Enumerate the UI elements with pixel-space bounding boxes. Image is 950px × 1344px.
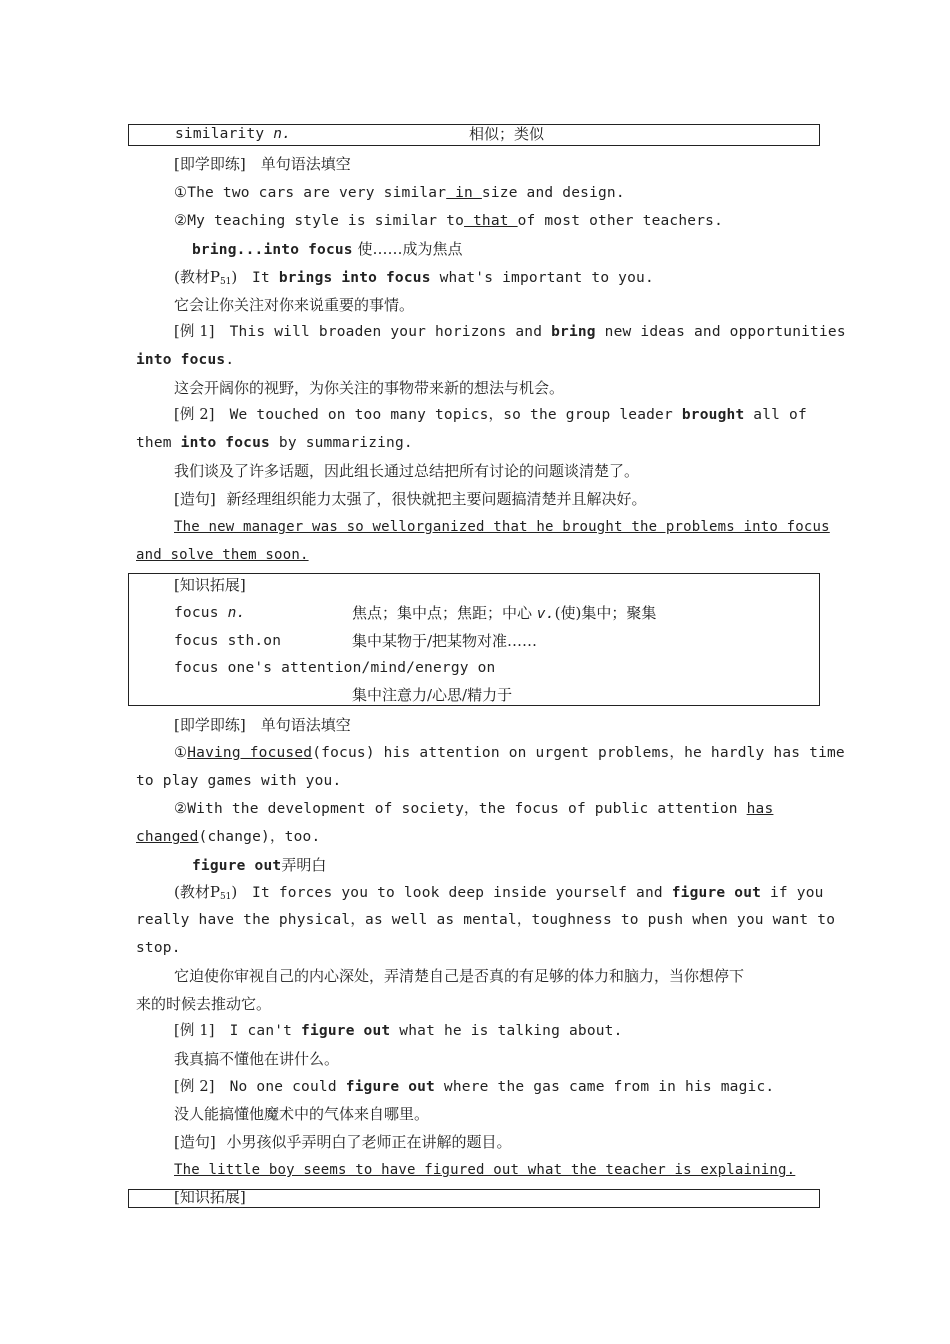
- textbook-source-2: (教材$P_{51}$) It forces you to look deep inside yourself and figure out if you: [174, 883, 824, 902]
- box-row-3-term: focus one's attention/mind/energy on: [174, 660, 496, 676]
- box-row-2-term: focus sth.on: [174, 633, 282, 649]
- phrase-heading-2: figure out弄明白: [192, 856, 327, 874]
- practice2-q2-cont: changed(change)，too.: [136, 829, 321, 845]
- practice-title: [即学即练] 单句语法填空: [174, 155, 351, 173]
- textbook-source-2-end: stop.: [136, 940, 181, 956]
- practice2-q2: ②With the development of society，the focus of public attention has: [174, 801, 774, 817]
- box-row-2-meaning: 集中某物于/把某物对准……: [352, 632, 538, 650]
- example-1-cont: into focus.: [136, 352, 235, 368]
- make-sentence-answer: The new manager was so wellorganized that he brought the problems into focus: [174, 519, 830, 535]
- example-2: [例 2] We touched on too many topics，so the group leader brought all of: [174, 407, 807, 423]
- meaning: 相似；类似: [469, 125, 545, 143]
- box-row-1-meaning: 焦点；集中点；焦距；中心 v.(使)集中；聚集: [352, 604, 657, 622]
- knowledge-box-figure-out: [128, 1189, 820, 1208]
- box-title: [知识拓展]: [174, 576, 246, 594]
- example-1-translation: 这会开阔你的视野，为你关注的事物带来新的想法与机会。: [174, 379, 565, 397]
- practice-q1: ①The two cars are very similar in size and design.: [174, 185, 625, 201]
- practice2-q1-cont: to play games with you.: [136, 773, 342, 789]
- example-2-translation: 我们谈及了许多话题，因此组长通过总结把所有讨论的问题谈清楚了。: [174, 462, 640, 480]
- make-sentence-answer-cont: and solve them soon.: [136, 547, 309, 563]
- box-title: [知识拓展]: [174, 1188, 246, 1206]
- example-1: [例 1] This will broaden your horizons and bring new ideas and opportunities: [174, 324, 846, 340]
- practice-title-2: [即学即练] 单句语法填空: [174, 716, 351, 734]
- make-sentence: [造句] 新经理组织能力太强了，很快就把主要问题搞清楚并且解决好。: [174, 490, 647, 508]
- phrase-heading: bring...into focus 使……成为焦点: [192, 240, 463, 258]
- example-4-translation: 没人能搞懂他魔术中的气体来自哪里。: [174, 1105, 430, 1123]
- textbook-source: (教材$P_{51}$) It brings into focus what's important to you.: [174, 268, 654, 287]
- practice-q2: ②My teaching style is similar to that of most other teachers.: [174, 213, 724, 229]
- vocab-box-similarity: [128, 124, 820, 146]
- word: similarity: [175, 126, 265, 142]
- practice2-q1: ①Having focused(focus) his attention on urgent problems，he hardly has time: [174, 745, 845, 761]
- box-row-1-term: focus n.: [174, 605, 246, 621]
- example-4: [例 2] No one could figure out where the gas came from in his magic.: [174, 1079, 775, 1095]
- example-2-cont: them into focus by summarizing.: [136, 435, 413, 451]
- part-of-speech: n.: [273, 126, 292, 142]
- example-3-translation: 我真搞不懂他在讲什么。: [174, 1050, 340, 1068]
- example-3: [例 1] I can't figure out what he is talking about.: [174, 1023, 623, 1039]
- textbook-source-2-cont: really have the physical，as well as mental，toughness to push when you want to: [136, 912, 836, 928]
- make-sentence-2: [造句] 小男孩似乎弄明白了老师正在讲解的题目。: [174, 1133, 512, 1151]
- textbook-translation-2: 它迫使你审视自己的内心深处，弄清楚自己是否真的有足够的体力和脑力，当你想停下: [174, 967, 745, 985]
- textbook-translation: 它会让你关注对你来说重要的事情。: [174, 296, 415, 314]
- knowledge-box-focus: [128, 573, 820, 706]
- textbook-translation-2-cont: 来的时候去推动它。: [136, 995, 272, 1013]
- box-row-3-meaning: 集中注意力/心思/精力于: [352, 686, 513, 704]
- make-sentence-2-answer: The little boy seems to have figured out what the teacher is explaining.: [174, 1162, 796, 1178]
